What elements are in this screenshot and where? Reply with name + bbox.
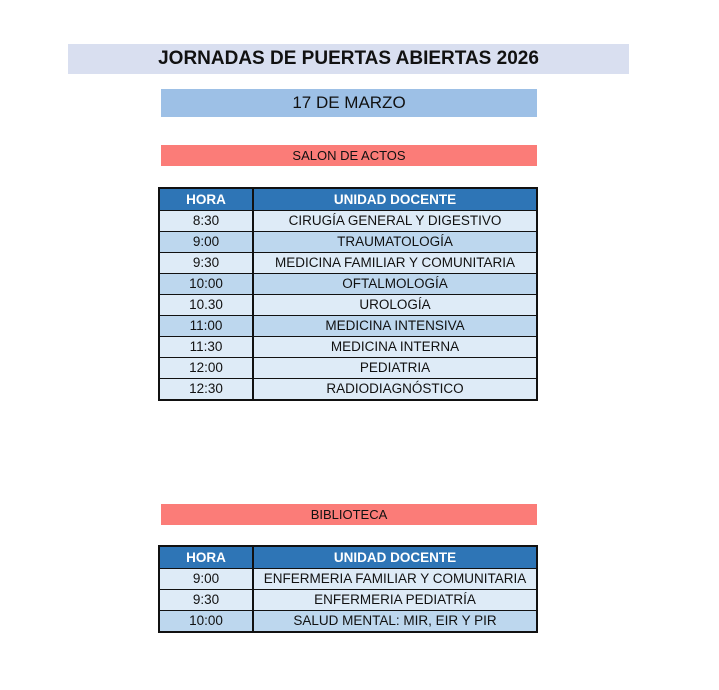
room-heading-salon-de-actos: SALON DE ACTOS bbox=[161, 145, 537, 166]
column-header-unidad-docente: UNIDAD DOCENTE bbox=[253, 188, 537, 211]
table-row bbox=[159, 295, 537, 316]
table-header-row bbox=[159, 546, 537, 569]
schedule-table-biblioteca bbox=[158, 545, 538, 633]
time-cell: 9:00 bbox=[159, 569, 253, 590]
unit-cell: PEDIATRIA bbox=[253, 358, 537, 379]
table-row bbox=[159, 590, 537, 611]
table-header-row bbox=[159, 188, 537, 211]
table-row bbox=[159, 253, 537, 274]
unit-cell: MEDICINA INTERNA bbox=[253, 337, 537, 358]
time-cell: 9:30 bbox=[159, 590, 253, 611]
unit-cell: RADIODIAGNÓSTICO bbox=[253, 379, 537, 401]
room-heading-biblioteca: BIBLIOTECA bbox=[161, 504, 537, 525]
time-cell: 12:30 bbox=[159, 379, 253, 401]
table-row bbox=[159, 337, 537, 358]
column-header-hora: HORA bbox=[159, 546, 253, 569]
time-cell: 11:30 bbox=[159, 337, 253, 358]
time-cell: 8:30 bbox=[159, 211, 253, 232]
table-row bbox=[159, 316, 537, 337]
table-row bbox=[159, 211, 537, 232]
table-row bbox=[159, 379, 537, 401]
time-cell: 10:00 bbox=[159, 611, 253, 633]
unit-cell: OFTALMOLOGÍA bbox=[253, 274, 537, 295]
time-cell: 10:00 bbox=[159, 274, 253, 295]
time-cell: 11:00 bbox=[159, 316, 253, 337]
schedule-table-salon-de-actos bbox=[158, 187, 538, 401]
time-cell: 10.30 bbox=[159, 295, 253, 316]
time-cell: 9:00 bbox=[159, 232, 253, 253]
page-title: JORNADAS DE PUERTAS ABIERTAS 2026 bbox=[68, 44, 629, 74]
table-row bbox=[159, 274, 537, 295]
table-row bbox=[159, 358, 537, 379]
unit-cell: MEDICINA INTENSIVA bbox=[253, 316, 537, 337]
unit-cell: MEDICINA FAMILIAR Y COMUNITARIA bbox=[253, 253, 537, 274]
unit-cell: UROLOGÍA bbox=[253, 295, 537, 316]
time-cell: 12:00 bbox=[159, 358, 253, 379]
column-header-hora: HORA bbox=[159, 188, 253, 211]
column-header-unidad-docente: UNIDAD DOCENTE bbox=[253, 546, 537, 569]
unit-cell: ENFERMERIA FAMILIAR Y COMUNITARIA bbox=[253, 569, 537, 590]
unit-cell: ENFERMERIA PEDIATRÍA bbox=[253, 590, 537, 611]
table-row bbox=[159, 569, 537, 590]
unit-cell: TRAUMATOLOGÍA bbox=[253, 232, 537, 253]
unit-cell: SALUD MENTAL: MIR, EIR Y PIR bbox=[253, 611, 537, 633]
time-cell: 9:30 bbox=[159, 253, 253, 274]
event-date: 17 DE MARZO bbox=[161, 89, 537, 117]
unit-cell: CIRUGÍA GENERAL Y DIGESTIVO bbox=[253, 211, 537, 232]
table-row bbox=[159, 232, 537, 253]
table-row bbox=[159, 611, 537, 633]
